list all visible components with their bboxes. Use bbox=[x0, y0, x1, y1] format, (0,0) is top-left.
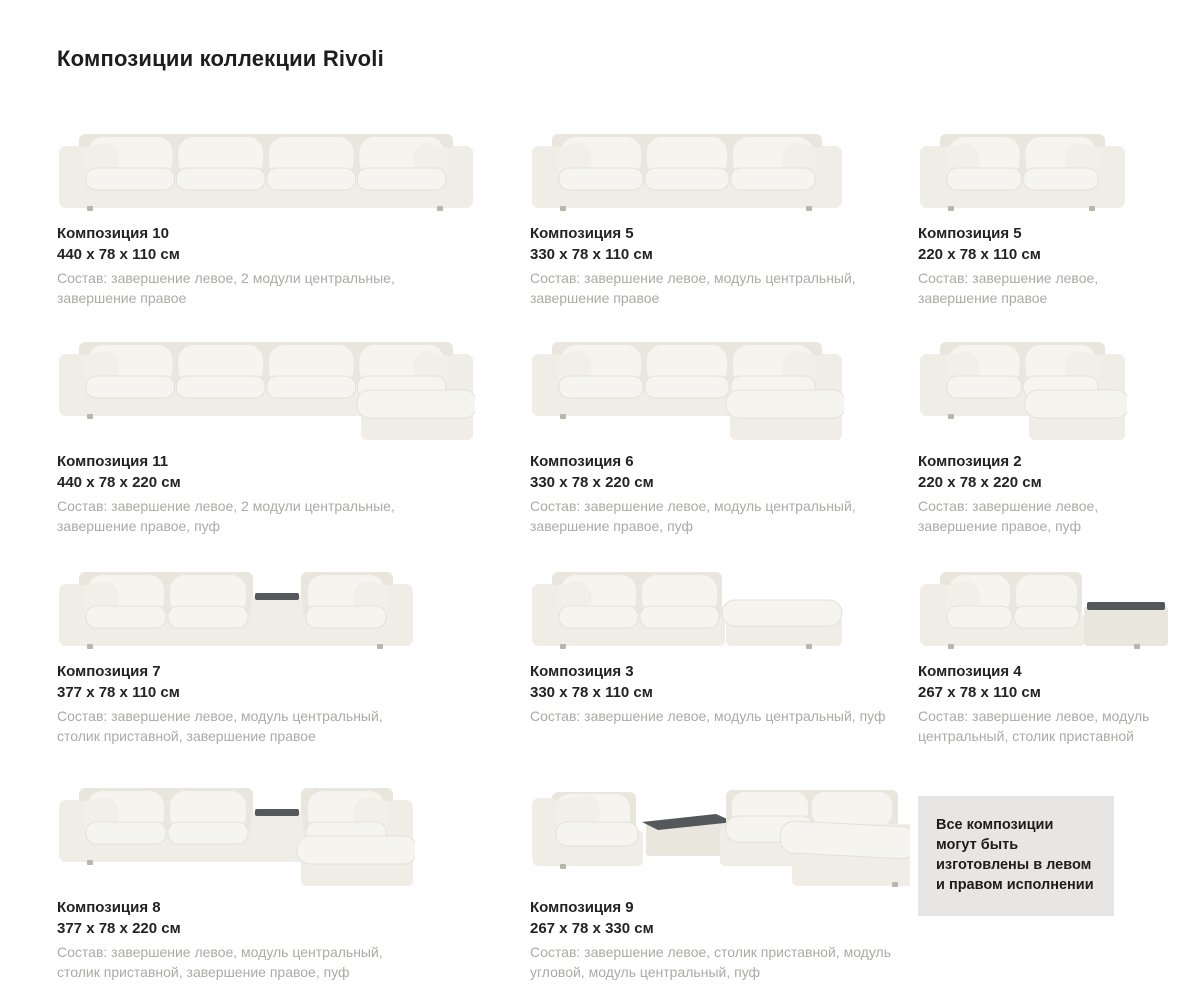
composition-name: Композиция 5 bbox=[918, 225, 1022, 242]
composition-info bbox=[57, 897, 530, 982]
composition-dimensions: 330 x 78 x 110 см bbox=[530, 684, 653, 701]
composition-name: Композиция 5 bbox=[530, 225, 634, 242]
sofa-vector bbox=[530, 118, 844, 214]
sofa-vector bbox=[57, 556, 415, 652]
composition-card bbox=[530, 552, 918, 726]
composition-info bbox=[918, 223, 1180, 308]
note-box bbox=[918, 796, 1114, 916]
composition-info bbox=[530, 897, 918, 982]
sofa-vector bbox=[57, 326, 475, 442]
composition-description: Состав: завершение левое, завершение правое bbox=[918, 270, 1099, 306]
composition-info bbox=[57, 223, 530, 308]
sofa-illustration bbox=[57, 324, 530, 442]
sofa-illustration bbox=[530, 552, 918, 652]
composition-name: Композиция 4 bbox=[918, 663, 1022, 680]
composition-description: Состав: завершение левое, модуль центральный, столик приставной bbox=[918, 708, 1150, 744]
composition-info bbox=[530, 223, 918, 308]
composition-card bbox=[57, 762, 530, 982]
sofa-illustration bbox=[57, 114, 530, 214]
composition-name: Композиция 7 bbox=[57, 663, 161, 680]
composition-dimensions: 440 x 78 x 220 см bbox=[57, 474, 181, 491]
compositions-grid bbox=[57, 114, 1160, 998]
composition-dimensions: 330 x 78 x 220 см bbox=[530, 474, 654, 491]
composition-card bbox=[918, 114, 1180, 308]
composition-dimensions: 377 x 78 x 220 см bbox=[57, 920, 181, 937]
sofa-illustration bbox=[530, 324, 918, 442]
composition-info bbox=[530, 451, 918, 536]
composition-description: Состав: завершение левое, модуль центральный, завершение правое, пуф bbox=[530, 498, 856, 534]
composition-description: Состав: завершение левое, модуль центральный, пуф bbox=[530, 708, 886, 724]
composition-dimensions: 267 x 78 x 330 см bbox=[530, 920, 654, 937]
sofa-vector bbox=[530, 764, 910, 888]
composition-info bbox=[57, 451, 530, 536]
composition-name: Композиция 6 bbox=[530, 453, 634, 470]
composition-info bbox=[530, 661, 918, 726]
composition-name: Композиция 8 bbox=[57, 899, 161, 916]
composition-card bbox=[57, 114, 530, 308]
sofa-illustration bbox=[57, 762, 530, 888]
sofa-vector bbox=[918, 556, 1172, 652]
composition-dimensions: 220 x 78 x 110 см bbox=[918, 246, 1041, 263]
sofa-illustration bbox=[918, 552, 1180, 652]
sofa-vector bbox=[530, 326, 844, 442]
composition-info bbox=[918, 661, 1180, 746]
composition-info bbox=[918, 451, 1180, 536]
sofa-vector bbox=[918, 118, 1127, 214]
composition-description: Состав: завершение левое, 2 модули центральные, завершение правое, пуф bbox=[57, 498, 395, 534]
composition-description: Состав: завершение левое, модуль центральный, столик приставной, завершение правое bbox=[57, 708, 383, 744]
composition-card bbox=[57, 552, 530, 746]
page-title: Композиции коллекции Rivoli bbox=[57, 46, 384, 71]
composition-card bbox=[918, 324, 1180, 536]
composition-name: Композиция 3 bbox=[530, 663, 634, 680]
composition-info bbox=[57, 661, 530, 746]
composition-dimensions: 267 x 78 x 110 см bbox=[918, 684, 1041, 701]
composition-description: Состав: завершение левое, модуль центральный, завершение правое bbox=[530, 270, 856, 306]
sofa-vector bbox=[530, 556, 844, 652]
sofa-illustration bbox=[530, 114, 918, 214]
composition-dimensions: 330 x 78 x 110 см bbox=[530, 246, 653, 263]
composition-dimensions: 440 x 78 x 110 см bbox=[57, 246, 180, 263]
composition-card bbox=[57, 324, 530, 536]
composition-description: Состав: завершение левое, завершение правое, пуф bbox=[918, 498, 1099, 534]
composition-name: Композиция 2 bbox=[918, 453, 1022, 470]
composition-name: Композиция 9 bbox=[530, 899, 634, 916]
composition-dimensions: 220 x 78 x 220 см bbox=[918, 474, 1042, 491]
composition-name: Композиция 11 bbox=[57, 453, 169, 470]
composition-card bbox=[918, 552, 1180, 746]
composition-card bbox=[530, 762, 918, 982]
sofa-illustration bbox=[918, 114, 1180, 214]
composition-card bbox=[530, 324, 918, 536]
sofa-vector bbox=[57, 118, 475, 214]
composition-description: Состав: завершение левое, столик приставной, модуль угловой, модуль центральный, пуф bbox=[530, 944, 891, 980]
sofa-vector bbox=[57, 772, 415, 888]
composition-dimensions: 377 x 78 x 110 см bbox=[57, 684, 180, 701]
composition-description: Состав: завершение левое, модуль центральный, столик приставной, завершение правое, пуф bbox=[57, 944, 383, 980]
note-text: Все композиции могут быть изготовлены в левом и правом исполнении bbox=[936, 817, 1094, 893]
sofa-illustration bbox=[918, 324, 1180, 442]
sofa-vector bbox=[918, 326, 1127, 442]
composition-name: Композиция 10 bbox=[57, 225, 169, 242]
composition-description: Состав: завершение левое, 2 модули центральные, завершение правое bbox=[57, 270, 395, 306]
sofa-illustration bbox=[530, 762, 918, 888]
composition-card bbox=[530, 114, 918, 308]
sofa-illustration bbox=[57, 552, 530, 652]
